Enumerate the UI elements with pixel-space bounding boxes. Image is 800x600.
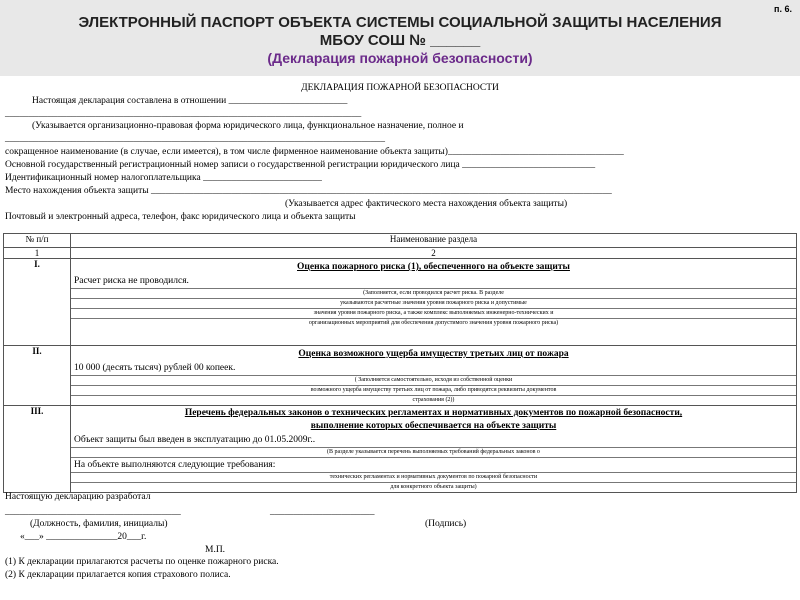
section-note: ( Заполняется самостоятельно, исходя из собственной оценки [71,376,796,386]
page-subtitle: (Декларация пожарной безопасности) [267,50,533,66]
section-value: Расчет риска не проводился. [71,274,796,289]
section-value-2: На объекте выполняются следующие требования: [71,458,796,473]
section-value: 10 000 (десять тысяч) рублей 00 копеек. [71,361,796,376]
section-title: Оценка возможного ущерба имуществу третьих лиц от пожара [298,349,569,359]
declaration-line-10: Почтовый и электронный адреса, телефон, факс юридического лица и объекта защиты [5,212,356,222]
declaration-table [3,233,797,493]
date-line: «___» _______________20___г. [20,532,147,542]
page-title: ЭЛЕКТРОННЫЙ ПАСПОРТ ОБЪЕКТА СИСТЕМЫ СОЦИАЛЬНОЙ ЗАЩИТЫ НАСЕЛЕНИЯ [78,14,722,31]
section-title: Оценка пожарного риска (1), обеспеченного на объекте защиты [297,262,570,272]
section-note: страхования (2)) [412,397,455,403]
section-title-continued: выполнение которых обеспечивается на объекте защиты [310,421,557,431]
section-number: II. [4,346,71,406]
declaration-line-6: Основной государственный регистрационный номер записи о государственной регистрации юридического лица ____________________________ [5,160,596,170]
column-number-2: 2 [71,248,797,259]
table-row [4,259,797,346]
declaration-line-4: ________________________________________________________________________________ [5,134,385,144]
signature-label: (Подпись) [425,519,467,529]
table-row [4,406,797,493]
declaration-line-7: Идентификационный номер налогоплательщика _________________________ [5,173,322,183]
column-header-number: № п/п [4,234,71,248]
section-note: технических регламентах и нормативных документов по пожарной безопасности [71,473,796,483]
section-title: Перечень федеральных законов о технических регламентах и нормативных документов по пожарной безопасности, [184,408,683,418]
header-banner [0,0,800,76]
section-value: Объект защиты был введен в эксплуатацию до 01.05.2009г.. [71,433,796,448]
section-number: III. [4,406,71,493]
declaration-line-5: сокращенное наименование (в случае, если имеется), в том числе фирменное наименование объекта защиты)_____________________________________ [5,147,624,157]
section-number: I. [4,259,71,346]
section-note: возможного ущерба имуществу третьих лиц от пожара, либо приводятся реквизиты документов [71,386,796,396]
declaration-line-2: ___________________________________________________________________________ [5,109,362,119]
section-note: значения уровня пожарного риска, а также комплекс выполняемых инженерно-технических и [71,309,796,319]
section-note: для конкретного объекта защиты) [390,484,477,490]
developed-by-label: Настоящую декларацию разработал [5,492,151,502]
declaration-line-9: (Указывается адрес фактического места нахождения объекта защиты) [285,199,568,209]
section-note: указываются расчетные значения уровня пожарного риска и допустимые [71,299,796,309]
footnote-1: (1) К декларации прилагаются расчеты по оценке пожарного риска. [5,557,279,567]
school-name: МБОУ СОШ № ______ [319,32,481,49]
signature-line: ______________________ [270,507,375,517]
declaration-line-3: (Указывается организационно-правовая форма юридического лица, функциональное назначение, полное и [32,121,464,131]
page-number: п. 6. [774,4,792,14]
declaration-title: ДЕКЛАРАЦИЯ ПОЖАРНОЙ БЕЗОПАСНОСТИ [301,83,499,93]
declaration-line-8: Место нахождения объекта защиты _________________________________________________________________________________________________ [5,186,612,196]
column-number-1: 1 [4,248,71,259]
column-header-section: Наименование раздела [71,234,797,248]
section-note: (В разделе указывается перечень выполняемых требований федеральных законов о [71,448,796,458]
footnote-2: (2) К декларации прилагается копия страхового полиса. [5,570,231,580]
table-row [4,346,797,406]
section-note: (Заполняется, если проводился расчет риска. В разделе [71,289,796,299]
position-label: (Должность, фамилия, инициалы) [30,519,168,529]
stamp-label: М.П. [205,545,226,555]
position-line: _____________________________________ [5,507,181,517]
section-note: организационных мероприятий для обеспечения допустимого значения уровня пожарного риска) [308,320,559,326]
declaration-line-1: Настоящая декларация составлена в отношении _________________________ [32,96,348,106]
